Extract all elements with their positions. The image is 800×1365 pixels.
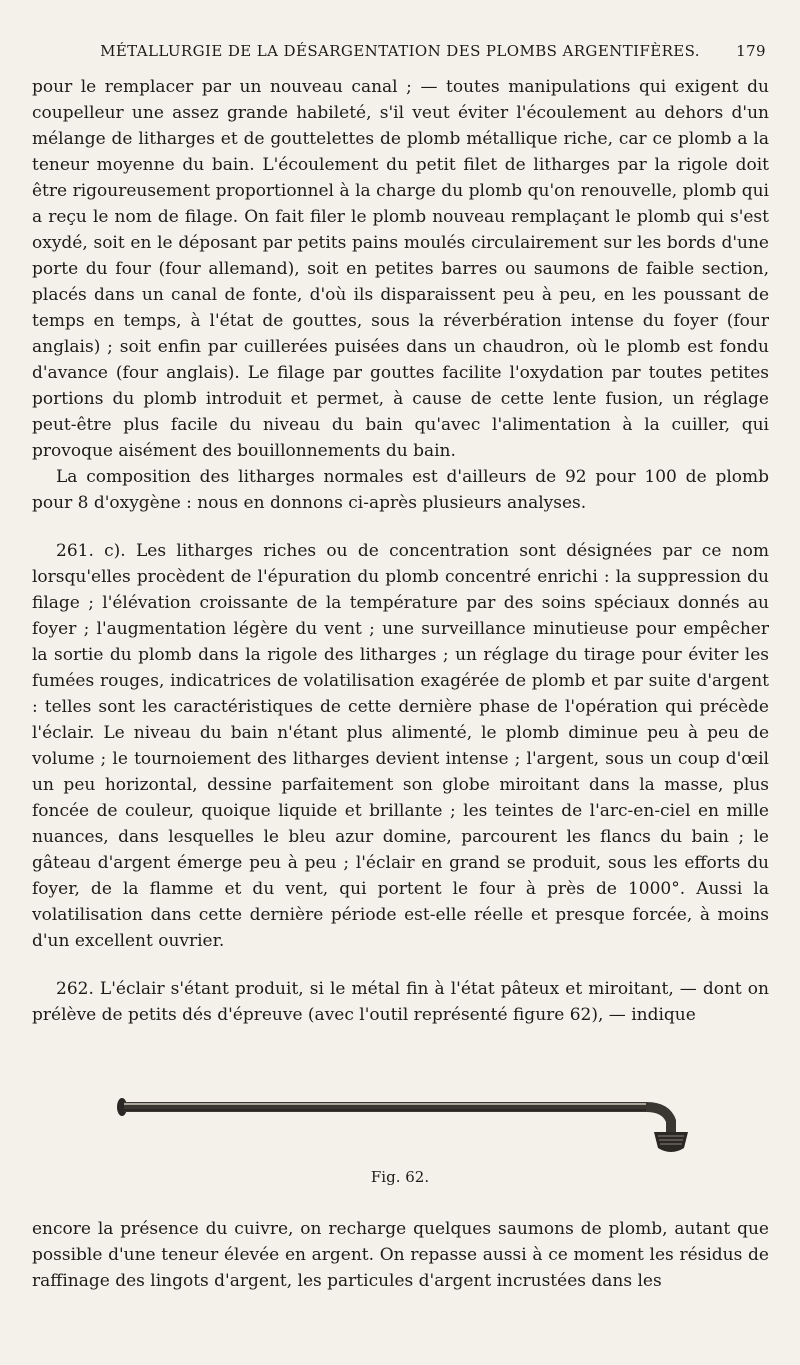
header-title: MÉTALLURGIE DE LA DÉSARGENTATION DES PLOMBS ARGENTIFÈRES. bbox=[100, 42, 700, 60]
figure-caption: Fig. 62. bbox=[370, 1168, 430, 1186]
paragraph-continuation-bottom: encore la présence du cuivre, on recharge quelques saumons de plomb, autant que possible d'une teneur élevée en argent. On repasse aussi à ce moment les résidus de raffinage des lingots d'argent, les particules d'argent incrustées dans les bbox=[32, 1219, 769, 1291]
body-text-bottom bbox=[32, 1216, 769, 1294]
body-text-top bbox=[32, 74, 769, 1028]
running-header bbox=[32, 40, 768, 66]
paragraph-262: 262. L'éclair s'étant produit, si le métal fin à l'état pâteux et miroitant, — dont on prélève de petits dés d'épreuve (avec l'outil représenté figure 62), — indique bbox=[32, 979, 769, 1025]
paragraph-261: 261. c). Les litharges riches ou de concentration sont désignées par ce nom lorsqu'elles procèdent de l'épuration du plomb concentré enrichi : la suppression du filage ; l'élévation croissante de la température par des soins spéciaux donnés au foyer ; l'augmentation légère du vent ; une surveillance minutieuse pour empêcher la sortie du plomb dans la rigole des litharges ; un réglage du tirage pour éviter les fumées rouges, indicatrices de volatilisation exagérée de plomb et par suite d'argent : telles sont les caractéristiques de cette dernière phase de l'opération qui précède l'éclair. Le niveau du bain n'étant plus alimenté, le plomb diminue peu à peu de volume ; le tournoiement des litharges devient intense ; l'argent, sous un coup d'œil un peu horizontal, dessine parfaitement son globe miroitant dans la masse, plus foncée de couleur, quoique liquide et brillante ; les teintes de l'arc-en-ciel en mille nuances, dans lesquelles le bleu azur domine, parcourent les flancs du bain ; le gâteau d'argent émerge peu à peu ; l'éclair en grand se produit, sous les efforts du foyer, de la flamme et du vent, qui portent le four à près de 1000°. Aussi la volatilisation dans cette dernière période est-elle réelle et presque forcée, à moins d'un excellent ouvrier. bbox=[32, 541, 769, 951]
paragraph-continuation: pour le remplacer par un nouveau canal ; — toutes manipulations qui exigent du coupelleur une assez grande habileté, s'il veut éviter l'écoulement au dehors d'un mélange de litharges et de gouttelettes de plomb métallique riche, car ce plomb a la teneur moyenne du bain. L'écoulement du petit filet de litharges par la rigole doit être rigoureusement proportionnel à la charge du plomb qu'on renouvelle, plomb qui a reçu le nom de filage. On fait filer le plomb nouveau remplaçant le plomb qui s'est oxydé, soit en le déposant par petits pains moulés circulairement sur les bords d'une porte du four (four allemand), soit en petites barres ou saumons de faible section, placés dans un canal de fonte, d'où ils disparaissent peu à peu, en les poussant de temps en temps, à l'état de gouttes, sous la réverbération intense du foyer (four anglais) ; soit enfin par cuillerées puisées dans un chaudron, où le plomb est fondu d'avance (four anglais). Le filage par gouttes facilite l'oxydation par toutes petites portions du plomb introduit et permet, à cause de cette lente fusion, un réglage peut-être plus facile du niveau du bain qu'avec l'alimentation à la cuiller, qui provoque aisément des bouillonnements du bain. bbox=[32, 77, 769, 461]
paragraph-litharge-composition: La composition des litharges normales est d'ailleurs de 92 pour 100 de plomb pour 8 d'oxygène : nous en donnons ci-après plusieurs analyses. bbox=[32, 467, 769, 513]
page-number: 179 bbox=[736, 42, 766, 60]
